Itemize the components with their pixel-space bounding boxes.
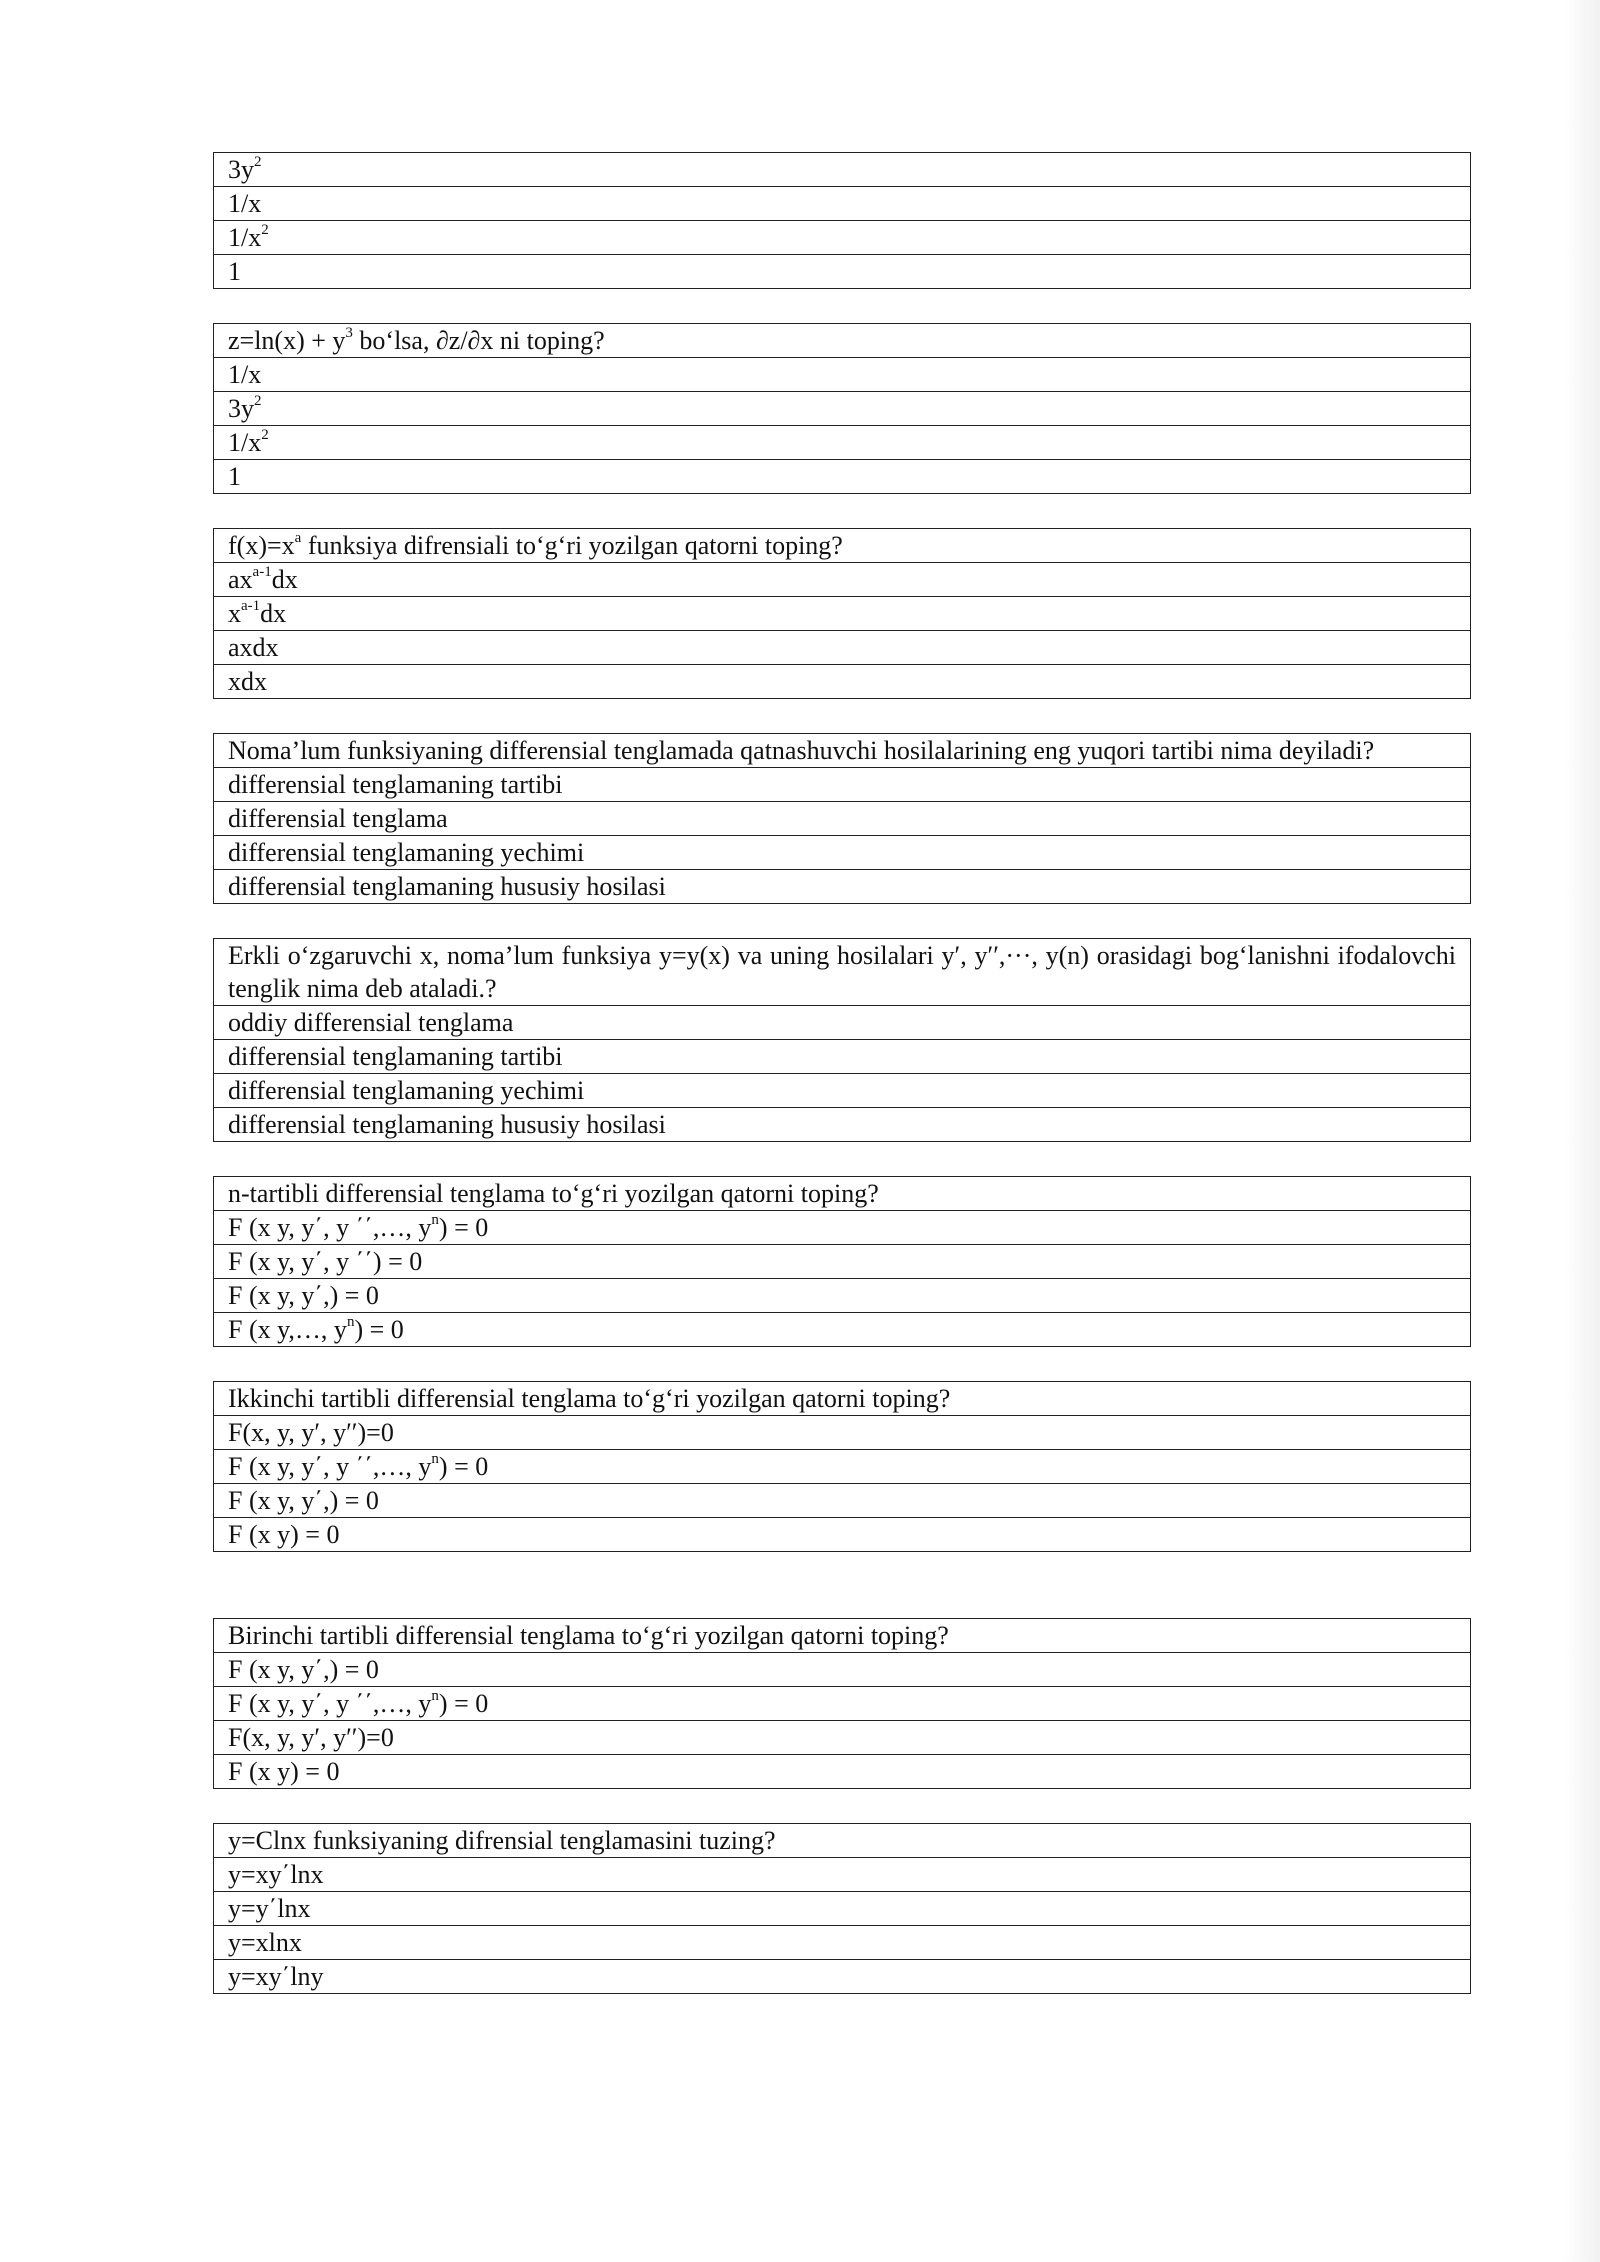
block-spacer xyxy=(213,1552,1471,1618)
text-run: Noma’lum funksiyaning differensial tenglamada qatnashuvchi hosilalarining eng yuqori tartibi nima deyiladi? xyxy=(228,736,1375,765)
block-spacer xyxy=(213,1789,1471,1823)
answer-option xyxy=(214,1450,1471,1484)
answer-option xyxy=(214,358,1471,392)
answer-option xyxy=(214,665,1471,699)
text-run: differensial tenglamaning yechimi xyxy=(228,1076,585,1105)
superscript: 2 xyxy=(254,154,262,171)
answer-option xyxy=(214,1245,1471,1279)
question-table xyxy=(213,152,1471,289)
text-run: ) = 0 xyxy=(354,1315,404,1344)
text-run: ) = 0 xyxy=(438,1689,489,1718)
superscript: n xyxy=(431,1688,439,1705)
superscript: a-1 xyxy=(241,598,261,615)
answer-option xyxy=(214,1211,1471,1245)
answer-option xyxy=(214,255,1471,289)
question-table xyxy=(213,938,1471,1142)
block-spacer xyxy=(213,1142,1471,1176)
text-run: y=xy΄lnx xyxy=(228,1860,324,1889)
text-run: Ikkinchi tartibli differensial tenglama to‘g‘ri yozilgan qatorni toping? xyxy=(228,1384,951,1413)
text-run: n-tartibli differensial tenglama to‘g‘ri yozilgan qatorni toping? xyxy=(228,1179,879,1208)
answer-option xyxy=(214,1074,1471,1108)
answer-option xyxy=(214,1892,1471,1926)
text-run: z=ln(x) + y xyxy=(228,326,346,355)
answer-option xyxy=(214,563,1471,597)
text-run: y=y΄lnx xyxy=(228,1894,311,1923)
answer-option xyxy=(214,1484,1471,1518)
text-run: F(x, y, y′, y′′)=0 xyxy=(228,1723,394,1752)
text-run: F (x y, y΄, y ΄΄,…, y xyxy=(228,1689,432,1718)
text-run: Birinchi tartibli differensial tenglama to‘g‘ri yozilgan qatorni toping? xyxy=(228,1621,949,1650)
text-run: differensial tenglamaning hususiy hosilasi xyxy=(228,872,666,901)
question-table xyxy=(213,1176,1471,1347)
answer-option xyxy=(214,392,1471,426)
answer-option xyxy=(214,187,1471,221)
question-table xyxy=(213,1618,1471,1789)
text-run: F (x y) = 0 xyxy=(228,1520,340,1549)
answer-option xyxy=(214,221,1471,255)
answer-option xyxy=(214,1721,1471,1755)
block-spacer xyxy=(213,494,1471,528)
question-table xyxy=(213,1823,1471,1994)
superscript: n xyxy=(346,1314,355,1331)
text-run: Erkli o‘zgaruvchi x, noma’lum funksiya y=y(x) va uning hosilalari y′, y′′,···, y(n) orasidagi bog‘lanishni ifodalovchi tenglik nima deb ataladi.? xyxy=(228,941,1456,1003)
block-spacer xyxy=(213,699,1471,733)
answer-option xyxy=(214,1313,1471,1347)
superscript: n xyxy=(431,1451,439,1468)
answer-option xyxy=(214,1755,1471,1789)
text-run: differensial tenglamaning hususiy hosilasi xyxy=(228,1110,666,1139)
question-text xyxy=(214,1619,1471,1653)
text-run: F (x y, y΄,) = 0 xyxy=(228,1281,379,1310)
text-run: F (x y, y΄,) = 0 xyxy=(228,1486,379,1515)
question-text xyxy=(214,1824,1471,1858)
answer-option xyxy=(214,802,1471,836)
text-run: 3y xyxy=(228,394,254,423)
text-run: 1/x xyxy=(228,360,262,389)
text-run: y=xy΄lny xyxy=(228,1962,324,1991)
text-run: F (x y) = 0 xyxy=(228,1757,340,1786)
question-table xyxy=(213,1381,1471,1552)
question-table xyxy=(213,733,1471,904)
text-run: bo‘lsa, ∂z/∂x ni toping? xyxy=(352,326,605,355)
text-run: ax xyxy=(228,565,253,594)
answer-option xyxy=(214,1108,1471,1142)
text-run: ) = 0 xyxy=(438,1452,489,1481)
text-run: F (x y,…, y xyxy=(228,1315,347,1344)
answer-option xyxy=(214,460,1471,494)
answer-option xyxy=(214,1653,1471,1687)
text-run: y=Clnx funksiyaning difrensial tenglamasini tuzing? xyxy=(228,1826,776,1855)
text-run: dx xyxy=(260,599,287,628)
answer-option xyxy=(214,1006,1471,1040)
answer-option xyxy=(214,1687,1471,1721)
text-run: F (x y, y΄,) = 0 xyxy=(228,1655,379,1684)
question-text xyxy=(214,529,1471,563)
superscript: 2 xyxy=(261,222,269,239)
text-run: 1 xyxy=(228,462,241,491)
question-table xyxy=(213,323,1471,494)
answer-option xyxy=(214,1960,1471,1994)
answer-option xyxy=(214,1518,1471,1552)
answer-option xyxy=(214,768,1471,802)
page-edge-shade xyxy=(1564,0,1600,2262)
answer-option xyxy=(214,1416,1471,1450)
text-run: axdx xyxy=(228,633,279,662)
superscript: 3 xyxy=(345,325,353,342)
text-run: differensial tenglamaning tartibi xyxy=(228,770,563,799)
question-text xyxy=(214,1177,1471,1211)
text-run: 1/x xyxy=(228,428,262,457)
question-text xyxy=(214,734,1471,768)
question-text xyxy=(214,1382,1471,1416)
text-run: 1/x xyxy=(228,189,262,218)
text-run: oddiy differensial tenglama xyxy=(228,1008,514,1037)
answer-option xyxy=(214,153,1471,187)
block-spacer xyxy=(213,904,1471,938)
text-run: ) = 0 xyxy=(438,1213,489,1242)
superscript: a-1 xyxy=(252,564,272,581)
text-run: F (x y, y΄, y ΄΄,…, y xyxy=(228,1213,432,1242)
text-run: F (x y, y΄, y ΄΄) = 0 xyxy=(228,1247,423,1276)
text-run: f(x)=x xyxy=(228,531,295,560)
text-run: xdx xyxy=(228,667,267,696)
superscript: a xyxy=(294,530,302,547)
question-text xyxy=(214,939,1471,1006)
block-spacer xyxy=(213,1347,1471,1381)
answer-option xyxy=(214,1926,1471,1960)
superscript: 2 xyxy=(261,427,269,444)
text-run: 1 xyxy=(228,257,241,286)
text-run: differensial tenglamaning tartibi xyxy=(228,1042,563,1071)
answer-option xyxy=(214,1040,1471,1074)
answer-option xyxy=(214,836,1471,870)
text-run: F(x, y, y′, y′′)=0 xyxy=(228,1418,394,1447)
superscript: 2 xyxy=(254,393,262,410)
text-run: differensial tenglamaning yechimi xyxy=(228,838,585,867)
text-run: x xyxy=(228,599,241,628)
text-run: y=xlnx xyxy=(228,1928,302,1957)
answer-option xyxy=(214,426,1471,460)
answer-option xyxy=(214,597,1471,631)
text-run: funksiya difrensiali to‘g‘ri yozilgan qatorni toping? xyxy=(301,531,843,560)
answer-option xyxy=(214,1279,1471,1313)
question-text xyxy=(214,324,1471,358)
question-table xyxy=(213,528,1471,699)
text-run: F (x y, y΄, y ΄΄,…, y xyxy=(228,1452,432,1481)
answer-option xyxy=(214,631,1471,665)
text-run: 1/x xyxy=(228,223,262,252)
answer-option xyxy=(214,870,1471,904)
block-spacer xyxy=(213,289,1471,323)
superscript: n xyxy=(431,1212,439,1229)
text-run: 3y xyxy=(228,155,254,184)
text-run: dx xyxy=(271,565,298,594)
question-list xyxy=(213,152,1471,1994)
answer-option xyxy=(214,1858,1471,1892)
text-run: differensial tenglama xyxy=(228,804,448,833)
